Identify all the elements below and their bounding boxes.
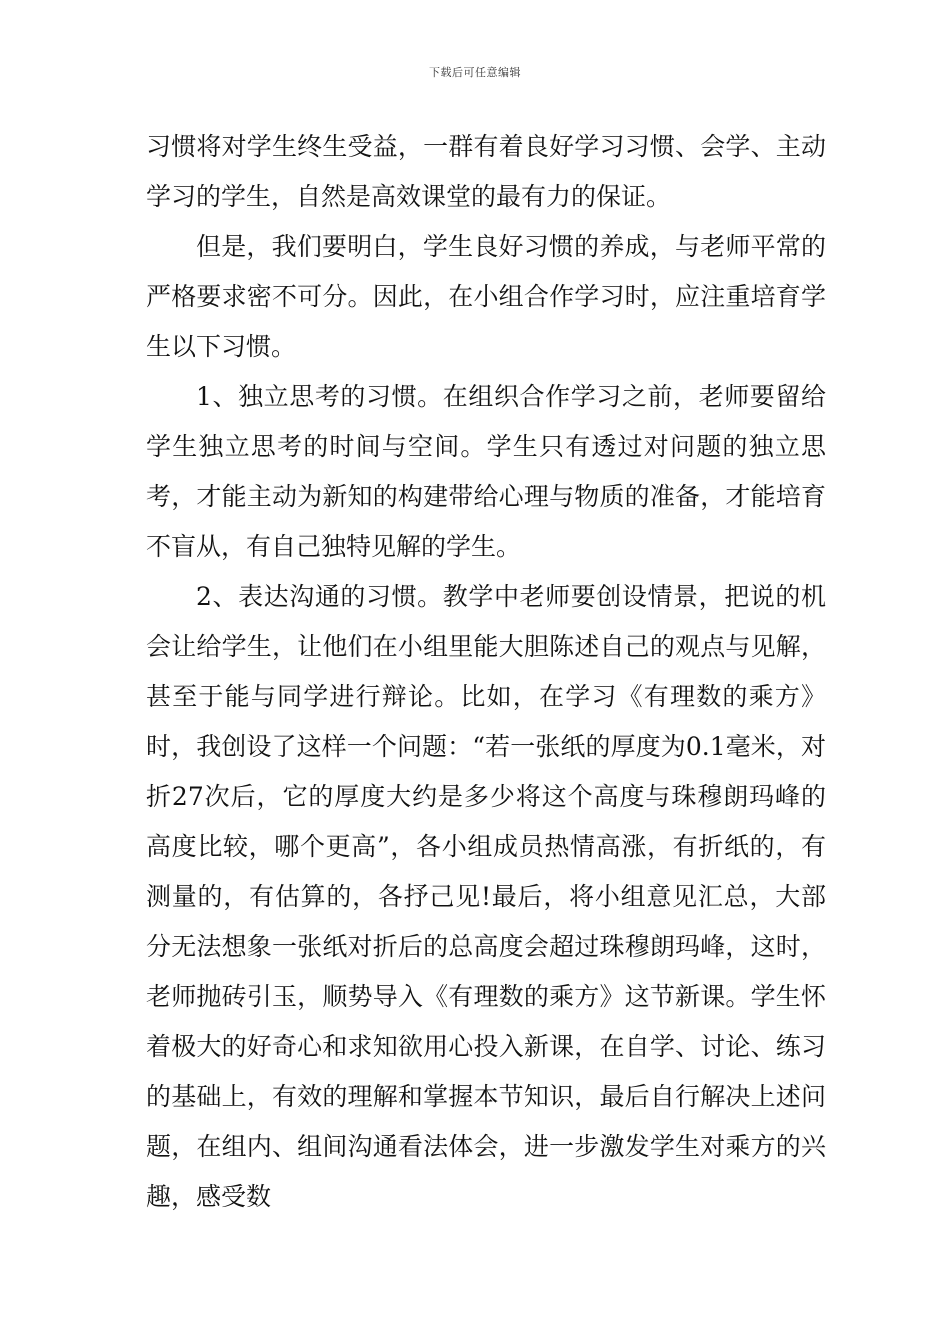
- paragraph-independent-thinking: 1、独立思考的习惯。在组织合作学习之前，老师要留给学生独立思考的时间与空间。学生只有透过对问题的独立思考，才能主动为新知的构建带给心理与物质的准备，才能培育不盲从，有自己独特见解的学生。: [146, 382, 826, 561]
- paragraph-habit-cultivation: 但是，我们要明白，学生良好习惯的养成，与老师平常的严格要求密不可分。因此，在小组合作学习时，应注重培育学生以下习惯。: [146, 232, 826, 361]
- header-note: 下载后可任意编辑: [429, 66, 521, 79]
- document-body: [146, 122, 826, 1222]
- paragraph-expression-communication: 2、表达沟通的习惯。教学中老师要创设情景，把说的机会让给学生，让他们在小组里能大胆陈述自己的观点与见解，甚至于能与同学进行辩论。比如，在学习《有理数的乘方》时，我创设了这样一个问题：“若一张纸的厚度为0.1毫米，对折27次后，它的厚度大约是多少将这个高度与珠穆朗玛峰的高度比较，哪个更高”，各小组成员热情高涨，有折纸的，有测量的，有估算的，各抒己见!最后，将小组意见汇总，大部分无法想象一张纸对折后的总高度会超过珠穆朗玛峰，这时，老师抛砖引玉，顺势导入《有理数的乘方》这节新课。学生怀着极大的好奇心和求知欲用心投入新课，在自学、讨论、练习的基础上，有效的理解和掌握本节知识，最后自行解决上述问题，在组内、组间沟通看法体会，进一步激发学生对乘方的兴趣，感受数: [146, 582, 826, 1211]
- paragraph-continuation: 习惯将对学生终生受益，一群有着良好学习习惯、会学、主动学习的学生，自然是高效课堂的最有力的保证。: [146, 132, 826, 211]
